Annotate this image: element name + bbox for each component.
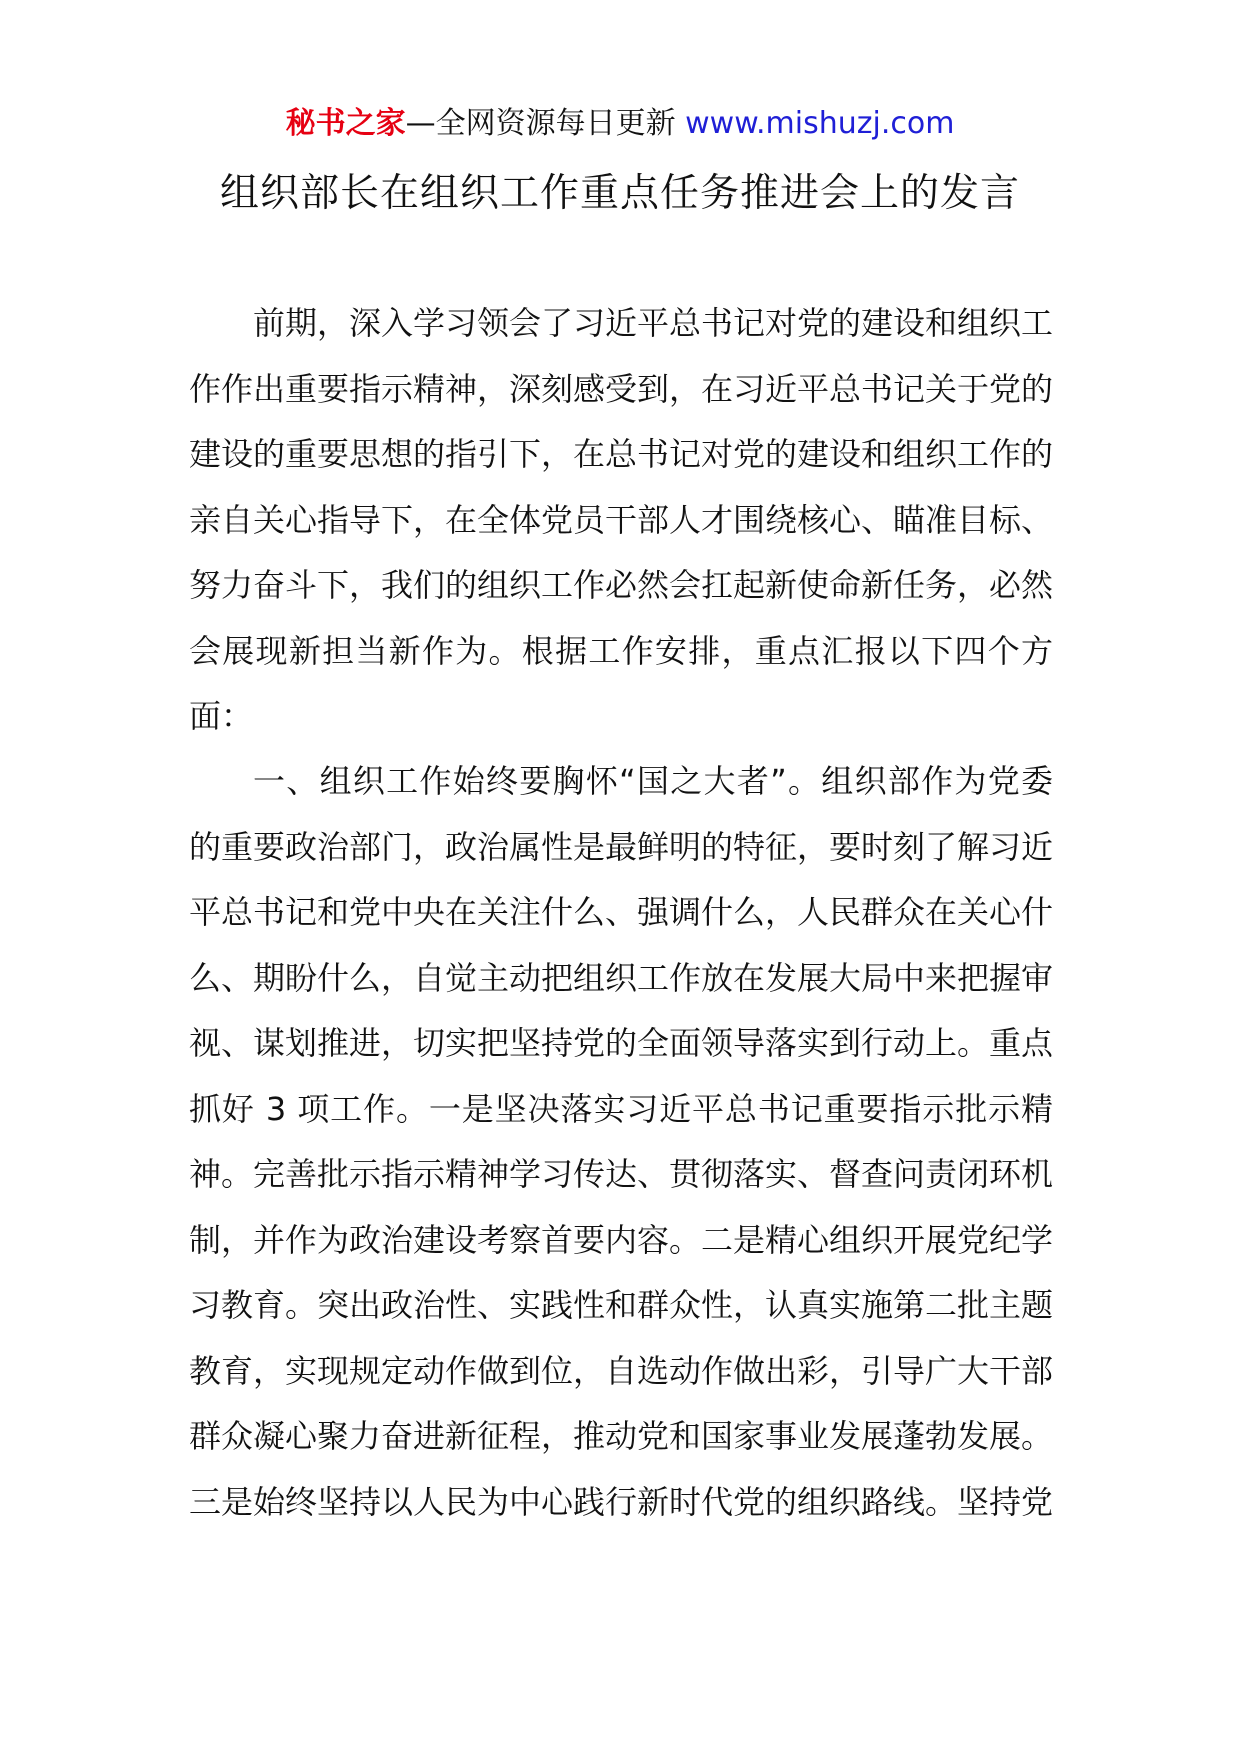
paragraph-intro: 前期，深入学习领会了习近平总书记对党的建设和组织工作作出重要指示精神，深刻感受到，在习近平总书记关于党的建设的重要思想的指引下，在总书记对党的建设和组织工作的亲自关心指导下，在全体党员干部人才围绕核心、瞄准目标、努力奋斗下，我们的组织工作必然会扛起新使命新任务，必然会展现新担当新作为。根据工作安排，重点汇报以下四个方面： bbox=[189, 304, 1054, 735]
site-url-link[interactable]: www.mishuzj.com bbox=[685, 106, 955, 141]
site-header bbox=[0, 104, 1240, 144]
site-brand: 秘书之家 bbox=[285, 106, 406, 141]
document-title: 组织部长在组织工作重点任务推进会上的发言 bbox=[219, 171, 1020, 216]
paragraph-section-one: 一、组织工作始终要胸怀“国之大者”。组织部作为党委的重要政治部门，政治属性是最鲜明的特征，要时刻了解习近平总书记和党中央在关注什么、强调什么，人民群众在关心什么、期盼什么，自觉主动把组织工作放在发展大局中来把握审视、谋划推进，切实把坚持党的全面领导落实到行动上。重点抓好 3 项工作。一是坚决落实习近平总书记重要指示批示精神。完善批示指示精神学习传达、贯彻落实、督查问责闭环机制，并作为政治建设考察首要内容。二是精心组织开展党纪学习教育。突出政治性、实践性和群众性，认真实施第二批主题教育，实现规定动作做到位，自选动作做出彩，引导广大干部群众凝心聚力奋进新征程，推动党和国家事业发展蓬勃发展。三是始终坚持以人民为中心践行新时代党的组织路线。坚持党 bbox=[189, 762, 1054, 1521]
site-tagline: —全网资源每日更新 bbox=[405, 106, 686, 141]
